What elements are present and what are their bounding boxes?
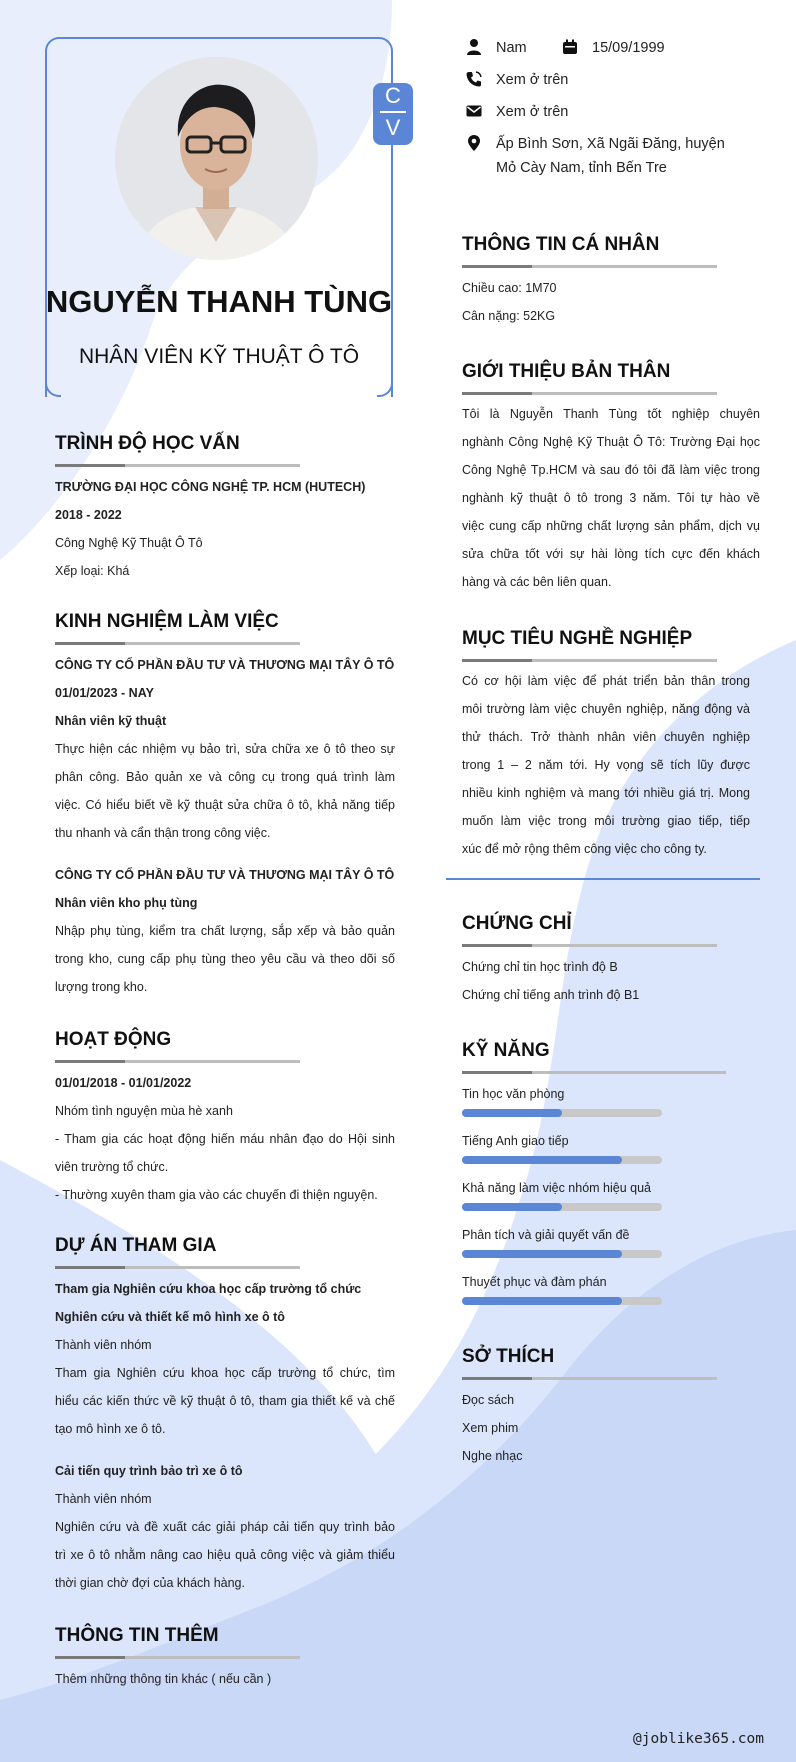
about-line: hàng và các bên liên quan.	[462, 575, 612, 589]
location-icon	[465, 134, 483, 152]
section-rule	[55, 464, 300, 467]
weight: Cân nặng: 52KG	[462, 309, 556, 323]
education-period: 2018 - 2022	[55, 508, 122, 522]
skill-bar-fill	[462, 1109, 562, 1117]
section-rule	[55, 642, 300, 645]
goal-line: trong 1 – 2 năm tới. Hy vọng sẽ tích lũy được	[462, 758, 750, 772]
skill-bar-fill	[462, 1250, 622, 1258]
skill-label: Khả năng làm việc nhóm hiệu quả	[462, 1181, 652, 1195]
badge-letter-c: C	[385, 83, 401, 108]
project-description	[55, 1359, 395, 1443]
project-subtitle: Nghiên cứu và thiết kế mô hình xe ô tô	[55, 1310, 285, 1324]
gender: Nam	[496, 40, 527, 56]
height: Chiều cao: 1M70	[462, 281, 557, 295]
badge-letter-v: V	[385, 115, 401, 140]
project-line: Tham gia Nghiên cứu khoa học cấp trường tổ chức, tìm	[55, 1366, 395, 1380]
certificate-item: Chứng chỉ tin học trình độ B	[462, 960, 618, 974]
activity-line: viên trường tổ chức.	[55, 1160, 169, 1174]
skill-label: Phân tích và giải quyết vấn đề	[462, 1228, 630, 1242]
goal-line: Có cơ hội làm việc để phát triển bản thân trong	[462, 674, 750, 688]
calendar-icon	[561, 38, 579, 56]
phone-icon	[465, 70, 483, 88]
skill-bar	[462, 1250, 662, 1258]
job-title: NHÂN VIÊN KỸ THUẬT Ô TÔ	[78, 345, 360, 368]
skill-bar	[462, 1297, 662, 1305]
goal-line: môi trường làm việc chuyên nghiệp, năng động và	[462, 702, 750, 716]
goal-line: xúc để mở rộng thêm công việc cho công ty.	[462, 842, 707, 856]
section-rule	[462, 392, 717, 395]
personal-title: THÔNG TIN CÁ NHÂN	[462, 234, 660, 255]
hobby-item: Xem phim	[462, 1421, 519, 1435]
section-rule	[55, 1266, 300, 1269]
about-line: Công Nghệ Tp.HCM và sau đó tôi đã làm việc trong	[462, 463, 760, 477]
job-description-line: phân công. Bảo quản xe và công cụ trong quá trình làm	[55, 770, 395, 784]
job-period: 01/01/2023 - NAY	[55, 686, 154, 700]
activities-title: HOẠT ĐỘNG	[55, 1029, 172, 1050]
phone: Xem ở trên	[496, 72, 569, 88]
skill-bar-fill	[462, 1297, 622, 1305]
column-divider	[446, 878, 760, 880]
project-line: trì xe ô tô nhằm nâng cao hiệu quả công việc và giảm thiểu	[55, 1548, 395, 1562]
certificates-title: CHỨNG CHỈ	[462, 913, 572, 934]
job-description	[55, 735, 395, 847]
skill-label: Tin học văn phòng	[462, 1087, 565, 1101]
skill-label: Thuyết phục và đàm phán	[462, 1275, 607, 1289]
job-company: CÔNG TY CỔ PHẦN ĐẦU TƯ VÀ THƯƠNG MẠI TÂY Ô TÔ	[55, 658, 395, 672]
extra-text: Thêm những thông tin khác ( nếu cần )	[55, 1672, 272, 1686]
job-company: CÔNG TY CỔ PHẦN ĐẦU TƯ VÀ THƯƠNG MẠI TÂY Ô TÔ	[55, 868, 395, 882]
project-name: Cải tiến quy trình bảo trì xe ô tô	[55, 1464, 243, 1478]
email-icon	[465, 102, 483, 120]
goal-title: MỤC TIÊU NGHỀ NGHIỆP	[462, 628, 693, 649]
goal-text	[462, 667, 750, 863]
extra-title: THÔNG TIN THÊM	[55, 1625, 219, 1646]
hobbies-title: SỞ THÍCH	[462, 1346, 555, 1367]
section-rule	[462, 659, 717, 662]
hobby-item: Đọc sách	[462, 1393, 515, 1407]
job-description-line: việc. Có hiểu biết về kỹ thuật sửa chữa ô tô, khả năng tiếp	[55, 798, 395, 812]
address-line-1: Ấp Bình Sơn, Xã Ngãi Đăng, huyện	[496, 136, 725, 152]
activity-group: Nhóm tình nguyện mùa hè xanh	[55, 1104, 233, 1118]
about-text	[462, 400, 760, 596]
job-description	[55, 917, 395, 1001]
goal-line: nhiều kinh nghiệm và mang tới nhiều giá trị. Mong	[462, 786, 750, 800]
project-line: hiểu các kiến thức về kỹ thuật ô tô, tham gia thiết kế và chế	[55, 1394, 395, 1408]
full-name: NGUYỄN THANH TÙNG	[45, 284, 393, 319]
birthday: 15/09/1999	[592, 40, 665, 56]
education-grade: Xếp loại: Khá	[55, 564, 130, 578]
skill-bar-fill	[462, 1203, 562, 1211]
education-title: TRÌNH ĐỘ HỌC VẤN	[55, 433, 240, 454]
about-line: nghành Công Nghệ Kỹ Thuật Ô Tô: Trường Đại học	[462, 435, 760, 449]
skill-bar	[462, 1109, 662, 1117]
skills-title: KỸ NĂNG	[462, 1040, 550, 1061]
address-line-2: Mỏ Cày Nam, tỉnh Bến Tre	[496, 160, 667, 176]
section-rule	[462, 1377, 717, 1380]
person-icon	[465, 38, 483, 56]
about-line: nghành kỹ thuật ô tô trong 3 năm. Tôi tự hào về	[462, 491, 760, 505]
skill-bar	[462, 1203, 662, 1211]
about-line: sửa chữa tốt với sự hài lòng tích cực đến khách	[462, 547, 760, 561]
education-major: Công Nghệ Kỹ Thuật Ô Tô	[55, 536, 203, 550]
hobby-item: Nghe nhạc	[462, 1449, 523, 1463]
experience-title: KINH NGHIỆM LÀM VIỆC	[55, 611, 279, 632]
project-line: Nghiên cứu và đề xuất các giải pháp cải tiến quy trình bảo	[55, 1520, 395, 1534]
job-description-line: Thực hiện các nhiệm vụ bảo trì, sửa chữa xe ô tô theo sự	[55, 742, 395, 756]
project-line: thời gian chờ đợi của khách hàng.	[55, 1576, 245, 1590]
job-description-line: Nhập phụ tùng, kiểm tra chất lượng, sắp xếp và bảo quản	[55, 924, 395, 938]
job-description-line: trong kho, cung cấp phụ tùng theo yêu cầu và theo dõi số	[55, 952, 395, 966]
about-line: Tôi là Nguyễn Thanh Tùng tốt nghiệp chuyên	[462, 407, 760, 421]
project-line: tạo mô hình xe ô tô.	[55, 1422, 166, 1436]
goal-line: thử thách. Trở thành nhân viên chuyên nghiệp	[462, 730, 750, 744]
activity-line: - Thường xuyên tham gia vào các chuyến đi thiện nguyện.	[55, 1188, 378, 1202]
avatar	[115, 57, 318, 260]
activity-period: 01/01/2018 - 01/01/2022	[55, 1076, 192, 1090]
skill-bar	[462, 1156, 662, 1164]
section-rule	[462, 1071, 726, 1074]
cv-badge	[373, 83, 413, 145]
watermark: @joblike365.com	[633, 1731, 764, 1747]
goal-line: muốn làm việc trong môi trường giao tiếp, tiếp	[462, 814, 750, 828]
section-rule	[55, 1060, 300, 1063]
activity-description	[55, 1125, 395, 1209]
about-line: việc cung cấp những chất lượng sản phẩm, dịch vụ	[462, 519, 760, 533]
activity-line: - Tham gia các hoạt động hiến máu nhân đạo do Hội sinh	[55, 1132, 395, 1146]
section-rule	[55, 1656, 300, 1659]
email: Xem ở trên	[496, 104, 569, 120]
section-rule	[462, 265, 717, 268]
certificate-item: Chứng chỉ tiếng anh trình độ B1	[462, 988, 640, 1002]
project-name: Tham gia Nghiên cứu khoa học cấp trường tổ chức	[55, 1282, 362, 1296]
job-position: Nhân viên kho phụ tùng	[55, 896, 198, 910]
job-description-line: lượng trong kho.	[55, 980, 148, 994]
skill-label: Tiếng Anh giao tiếp	[462, 1134, 569, 1148]
project-description	[55, 1513, 395, 1597]
skill-bar-fill	[462, 1156, 622, 1164]
section-rule	[462, 944, 717, 947]
project-role: Thành viên nhóm	[55, 1338, 152, 1352]
projects-title: DỰ ÁN THAM GIA	[55, 1235, 217, 1256]
job-position: Nhân viên kỹ thuật	[55, 714, 167, 728]
about-title: GIỚI THIỆU BẢN THÂN	[462, 361, 671, 382]
project-role: Thành viên nhóm	[55, 1492, 152, 1506]
education-school: TRƯỜNG ĐẠI HỌC CÔNG NGHỆ TP. HCM (HUTECH)	[55, 480, 366, 494]
job-description-line: thu nhanh và cẩn thận trong công việc.	[55, 826, 271, 840]
